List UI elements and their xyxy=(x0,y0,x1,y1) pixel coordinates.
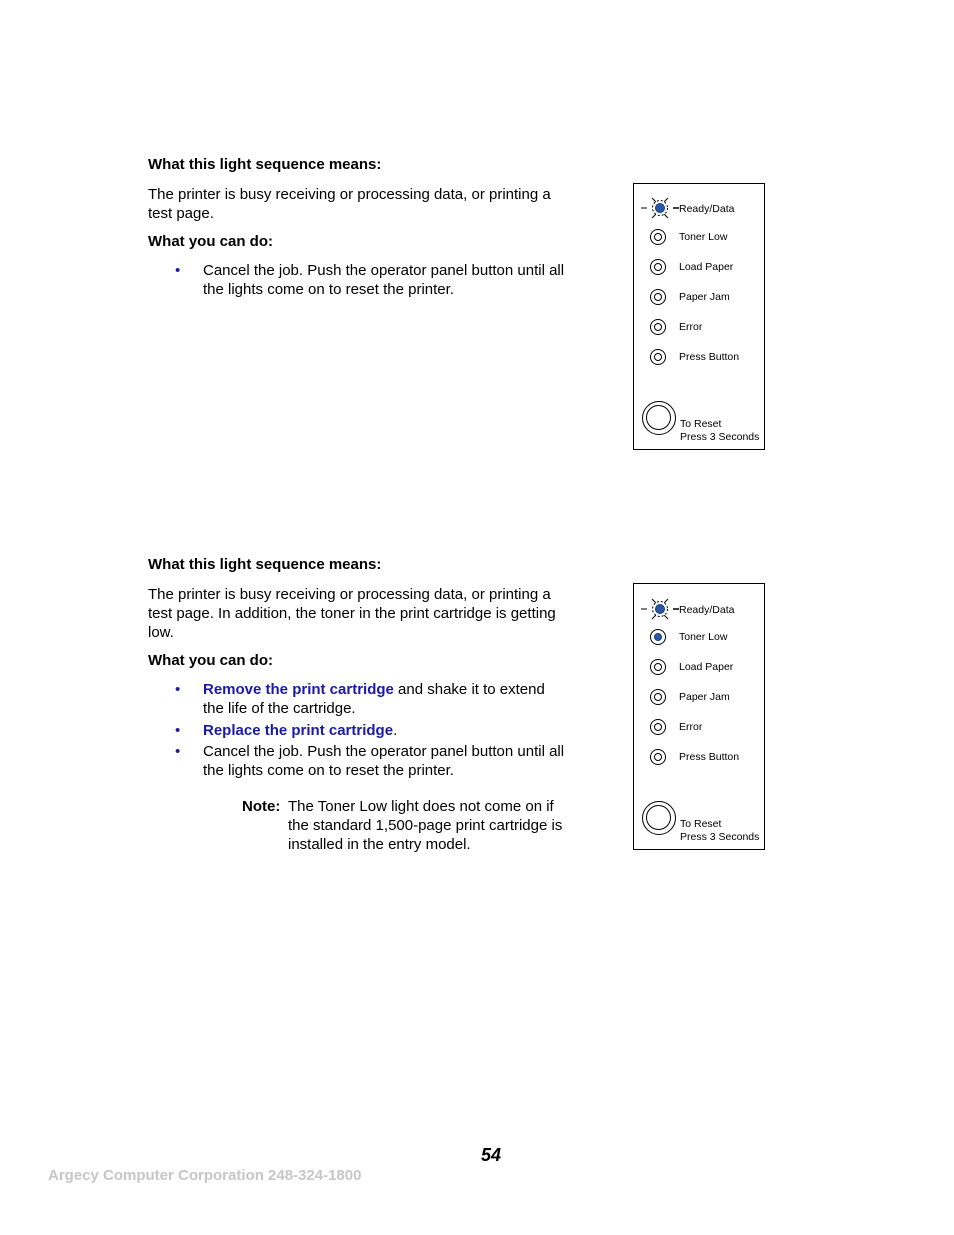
note-label: Note: xyxy=(242,798,281,815)
light-label: Toner Low xyxy=(679,631,728,643)
led-off-icon xyxy=(650,229,666,245)
light-paper-jam xyxy=(634,288,764,308)
light-load-paper xyxy=(634,658,764,678)
note-text: The Toner Low light does not come on if the standard 1,500-page print cartridge is installed in the entry model. xyxy=(288,798,563,853)
section1-means-heading: What this light sequence means: xyxy=(148,156,382,173)
blinking-light-icon xyxy=(640,194,680,222)
light-label: Press Button xyxy=(679,751,740,763)
light-label: Paper Jam xyxy=(679,291,730,303)
light-label: Error xyxy=(679,321,703,333)
section1-means-text: The printer is busy receiving or processing data, or printing a test page. xyxy=(148,186,551,222)
light-label: Load Paper xyxy=(679,661,734,673)
page-number: 54 xyxy=(481,1145,502,1165)
bullet-text: . xyxy=(393,722,398,739)
light-error xyxy=(634,318,764,338)
operator-panel-2 xyxy=(633,583,765,850)
led-off-icon xyxy=(650,659,666,675)
bullet-marker: • xyxy=(175,743,181,760)
bullet-marker: • xyxy=(175,722,181,739)
light-press-button xyxy=(634,748,764,768)
section1-bullet-cancel: Cancel the job. Push the operator panel button until all the lights come on to reset the printer. xyxy=(203,262,565,298)
led-off-icon xyxy=(650,259,666,275)
operator-panel-1 xyxy=(633,183,765,450)
light-press-button xyxy=(634,348,764,368)
light-ready-data xyxy=(634,199,764,219)
light-toner-low xyxy=(634,228,764,248)
light-label: Paper Jam xyxy=(679,691,730,703)
light-label: Load Paper xyxy=(679,261,734,273)
light-ready-data xyxy=(634,600,764,620)
bullet-marker: • xyxy=(175,262,181,279)
light-toner-low xyxy=(634,628,764,648)
light-label: Error xyxy=(679,721,703,733)
remove-cartridge-link[interactable]: Remove the print cartridge xyxy=(203,681,394,698)
section2-bullet-cancel: Cancel the job. Push the operator panel button until all the lights come on to reset the printer. xyxy=(203,743,565,779)
light-label: Ready/Data xyxy=(679,604,735,616)
reset-label-line2: Press 3 Seconds xyxy=(680,831,760,843)
reset-button-icon xyxy=(642,401,676,435)
reset-button-icon xyxy=(642,801,676,835)
reset-label-line2: Press 3 Seconds xyxy=(680,431,760,443)
section2-bullet-replace xyxy=(203,721,565,740)
section1-do-heading: What you can do: xyxy=(148,233,273,250)
section2-bullet-remove xyxy=(203,680,565,718)
replace-cartridge-link[interactable]: Replace the print cartridge xyxy=(203,722,394,739)
light-paper-jam xyxy=(634,688,764,708)
light-label: Toner Low xyxy=(679,231,728,243)
light-label: Press Button xyxy=(679,351,740,363)
reset-label-line1: To Reset xyxy=(680,818,722,830)
blinking-light-icon xyxy=(640,595,680,623)
bullet-marker: • xyxy=(175,681,181,698)
section2-means-heading: What this light sequence means: xyxy=(148,556,382,573)
led-off-icon xyxy=(650,319,666,335)
led-off-icon xyxy=(650,689,666,705)
led-off-icon xyxy=(650,289,666,305)
light-label: Ready/Data xyxy=(679,203,735,215)
reset-label-line1: To Reset xyxy=(680,418,722,430)
section2-means-text: The printer is busy receiving or processing data, or printing a test page. In addition, the toner in the print cartridge is getting low. xyxy=(148,586,556,641)
led-off-icon xyxy=(650,719,666,735)
bullet-text: and shake it to extend the life of the cartridge. xyxy=(203,681,545,717)
led-on-icon xyxy=(650,629,666,645)
light-error xyxy=(634,718,764,738)
section2-do-heading: What you can do: xyxy=(148,652,273,669)
light-load-paper xyxy=(634,258,764,278)
led-off-icon xyxy=(650,749,666,765)
led-off-icon xyxy=(650,349,666,365)
footer-company: Argecy Computer Corporation 248-324-1800 xyxy=(48,1167,362,1184)
